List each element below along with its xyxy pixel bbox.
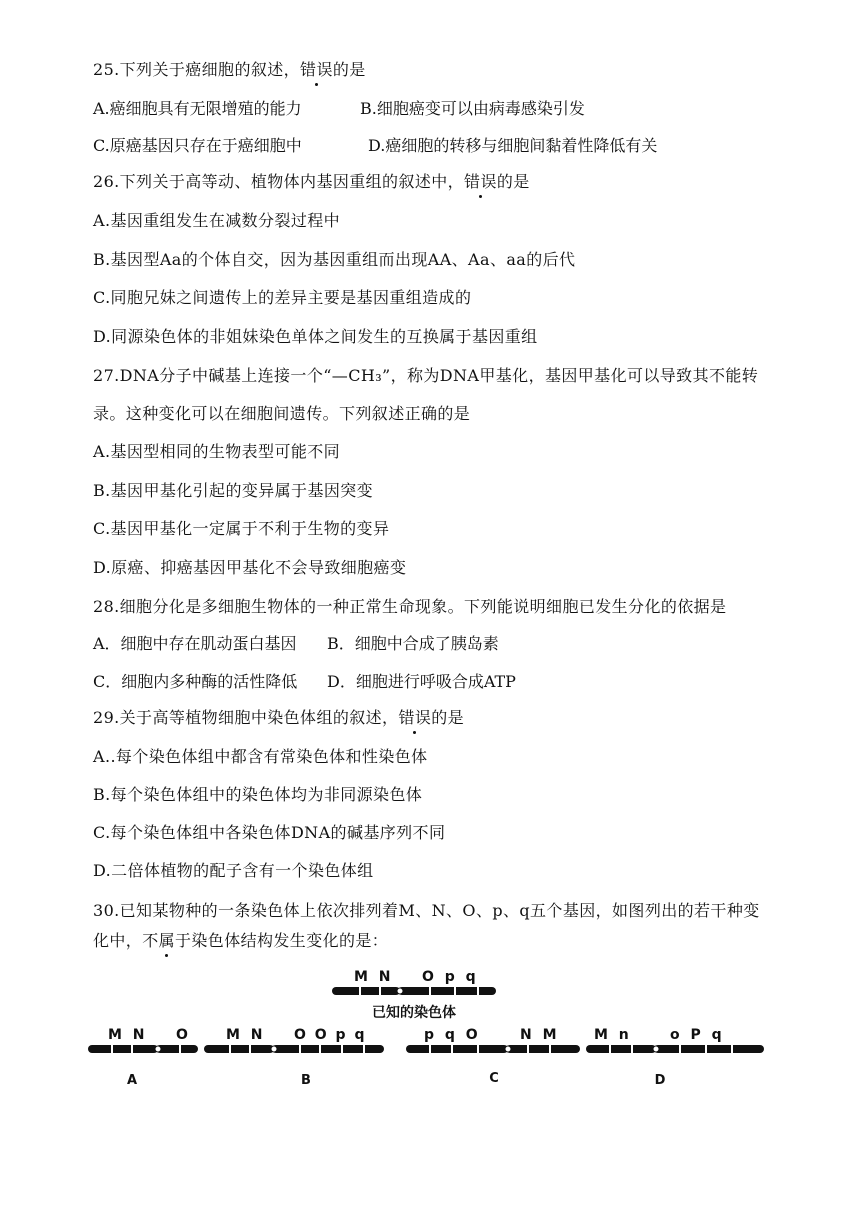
q25-emphasis: 错误 bbox=[300, 60, 333, 79]
q25-option-c: C.原癌基因只存在于癌细胞中 bbox=[93, 136, 302, 155]
q27-option-d: D.原癌、抑癌基因甲基化不会导致细胞癌变 bbox=[93, 558, 407, 577]
chromosome-d-genes-left: M n bbox=[594, 1027, 632, 1043]
chromosome-d bbox=[586, 1027, 764, 1088]
q27-stem-line2: 录。这种变化可以在细胞间遗传。下列叙述正确的是 bbox=[93, 404, 471, 423]
q29-stem: 29.关于高等植物细胞中染色体组的叙述，错误的是 bbox=[93, 708, 465, 727]
q25-option-a: A.癌细胞具有无限增殖的能力 bbox=[93, 99, 302, 118]
q26-emphasis: 错误 bbox=[464, 172, 497, 191]
q26-option-d: D.同源染色体的非姐妹染色单体之间发生的互换属于基因重组 bbox=[93, 327, 538, 346]
chromosome-c bbox=[406, 1027, 580, 1086]
q28-option-b: B．细胞中合成了胰岛素 bbox=[327, 634, 499, 653]
q26-stem: 26.下列关于高等动、植物体内基因重组的叙述中，错误的是 bbox=[93, 172, 530, 191]
chromosome-c-label: C bbox=[489, 1071, 499, 1086]
chromosome-b-genes-left: M N bbox=[226, 1027, 266, 1043]
q29-option-c: C.每个染色体组中各染色体DNA的碱基序列不同 bbox=[93, 823, 446, 842]
q25-option-b: B.细胞癌变可以由病毒感染引发 bbox=[360, 99, 585, 118]
q29-option-d: D.二倍体植物的配子含有一个染色体组 bbox=[93, 861, 374, 880]
q27-option-c: C.基因甲基化一定属于不利于生物的变异 bbox=[93, 519, 390, 538]
chromosome-figure bbox=[80, 965, 780, 1095]
known-genes-left: M N bbox=[354, 969, 394, 985]
q29-emphasis: 错误 bbox=[398, 708, 432, 727]
known-genes-right: O p q bbox=[422, 969, 479, 985]
chromosome-c-genes-left: p q O bbox=[424, 1027, 481, 1043]
known-chromosome bbox=[332, 969, 496, 1021]
q29-option-b: B.每个染色体组中的染色体均为非同源染色体 bbox=[93, 785, 423, 804]
chromosome-b-genes-right: O O p q bbox=[294, 1027, 367, 1043]
q26-option-c: C.同胞兄妹之间遗传上的差异主要是基因重组造成的 bbox=[93, 288, 472, 307]
q30-emphasis: 不属于 bbox=[142, 931, 192, 950]
q28-option-c: C．细胞内多种酶的活性降低 bbox=[93, 672, 298, 691]
chromosome-a-genes-left: M N bbox=[108, 1027, 148, 1043]
known-chromosome-caption: 已知的染色体 bbox=[372, 1005, 456, 1021]
chromosome-b bbox=[204, 1027, 384, 1088]
q29-option-a: A..每个染色体组中都含有常染色体和性染色体 bbox=[93, 747, 428, 766]
chromosome-a bbox=[88, 1027, 198, 1088]
q25-option-d: D.癌细胞的转移与细胞间黏着性降低有关 bbox=[368, 136, 658, 155]
q26-option-a: A.基因重组发生在减数分裂过程中 bbox=[93, 211, 341, 230]
chromosome-b-label: B bbox=[301, 1073, 311, 1088]
q27-option-a: A.基因型相同的生物表型可能不同 bbox=[93, 442, 341, 461]
chromosome-a-genes-right: O bbox=[176, 1027, 188, 1043]
q28-stem: 28.细胞分化是多细胞生物体的一种正常生命现象。下列能说明细胞已发生分化的依据是 bbox=[93, 597, 727, 616]
q27-stem-line1: 27.DNA分子中碱基上连接一个“—CH₃”，称为DNA甲基化，基因甲基化可以导致其不能转 bbox=[93, 366, 759, 385]
q30-stem-line1: 30.已知某物种的一条染色体上依次排列着M、N、O、p、q五个基因，如图列出的若干种变 bbox=[93, 901, 760, 920]
q25-stem: 25.下列关于癌细胞的叙述，错误的是 bbox=[93, 60, 366, 79]
chromosome-a-label: A bbox=[126, 1073, 138, 1088]
q28-option-a: A．细胞中存在肌动蛋白基因 bbox=[93, 634, 297, 653]
chromosome-d-genes-right: o P q bbox=[670, 1027, 725, 1043]
chromosome-d-label: D bbox=[654, 1073, 666, 1088]
q27-option-b: B.基因甲基化引起的变异属于基因突变 bbox=[93, 481, 374, 500]
q30-stem-line2: 化中，不属于染色体结构发生变化的是： bbox=[93, 931, 389, 950]
q26-option-b: B.基因型Aa的个体自交，因为基因重组而出现AA、Aa、aa的后代 bbox=[93, 250, 576, 269]
chromosome-c-genes-right: N M bbox=[520, 1027, 560, 1043]
q28-option-d: D．细胞进行呼吸合成ATP bbox=[327, 672, 516, 691]
